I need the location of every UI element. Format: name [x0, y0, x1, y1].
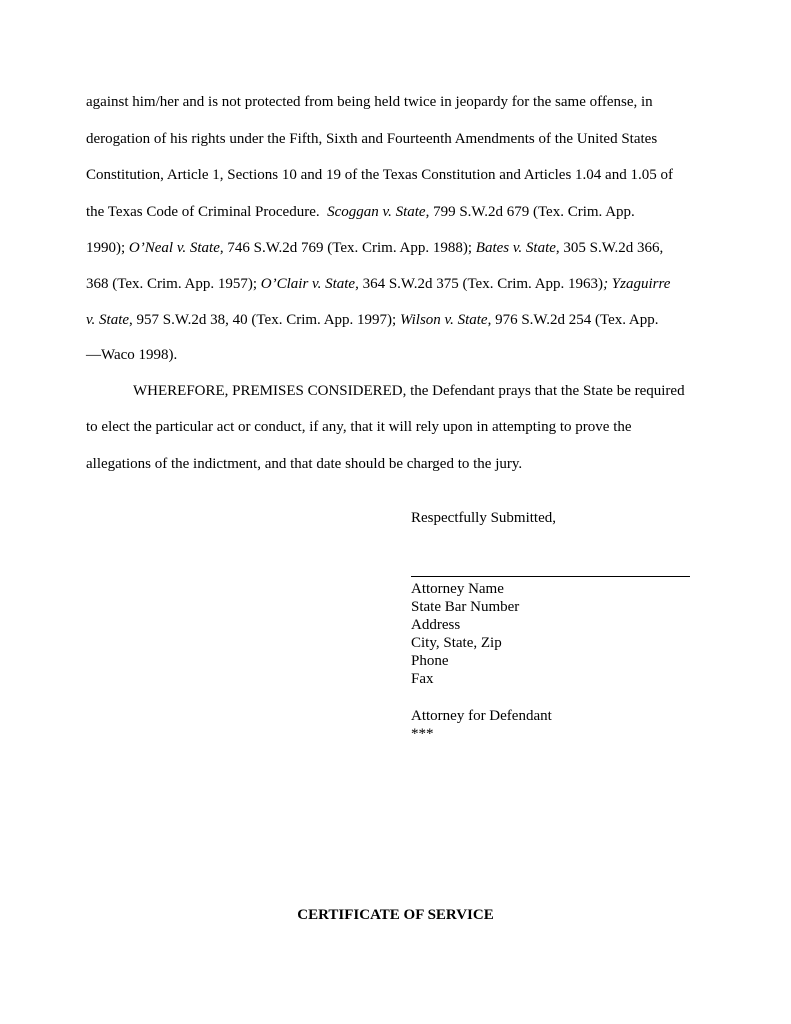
citation-text: , 746 S.W.2d 769 (Tex. Crim. App. 1988);: [219, 240, 476, 256]
case-name: Scoggan v. State: [327, 204, 426, 220]
attorney-role: Attorney for Defendant: [411, 708, 552, 724]
body-line: [86, 418, 632, 436]
case-name: ; Yzaguirre: [603, 276, 671, 292]
citation-text: 1990);: [86, 240, 129, 256]
case-name: Wilson v. State: [399, 312, 488, 328]
city-state-zip: City, State, Zip: [411, 635, 502, 651]
citation-text: , 976 S.W.2d 254 (Tex. App.: [487, 312, 659, 328]
prayer-text: to elect the particular act or conduct, if any, that it will rely upon in attempting to prove the: [86, 419, 632, 435]
body-text: derogation of his rights under the Fifth, Sixth and Fourteenth Amendments of the United States: [86, 131, 658, 147]
case-name: O’Clair v. State: [260, 276, 356, 292]
citation-text: 368 (Tex. Crim. App. 1957);: [86, 276, 261, 292]
body-line: [86, 311, 659, 329]
body-line: [86, 275, 670, 293]
citation-text: —Waco 1998).: [86, 347, 178, 363]
body-line: [133, 382, 685, 400]
citation-text: , 957 S.W.2d 38, 40 (Tex. Crim. App. 1997);: [129, 312, 400, 328]
body-line: [86, 455, 522, 473]
body-text: the Texas Code of Criminal Procedure.: [86, 204, 328, 220]
body-line: [86, 239, 663, 257]
certificate-heading: CERTIFICATE OF SERVICE: [297, 907, 494, 923]
phone: Phone: [411, 653, 449, 669]
body-line: [86, 203, 635, 221]
body-line: [86, 130, 657, 148]
bar-number: State Bar Number: [411, 599, 520, 615]
case-name: Bates v. State: [475, 240, 556, 256]
body-text: Constitution, Article 1, Sections 10 and 19 of the Texas Constitution and Articles 1.04 and 1.05 of: [86, 167, 673, 183]
prayer-text: WHEREFORE, PREMISES CONSIDERED, the Defendant prays that the State be required: [133, 383, 685, 399]
case-name: v. State: [86, 312, 130, 328]
citation-text: , 799 S.W.2d 679 (Tex. Crim. App.: [425, 204, 635, 220]
attorney-name: Attorney Name: [411, 581, 504, 597]
body-line: [86, 166, 673, 184]
body-line: [86, 346, 177, 364]
fax: Fax: [411, 671, 434, 687]
placeholder-marker: ***: [411, 726, 434, 742]
citation-text: , 364 S.W.2d 375 (Tex. Crim. App. 1963): [355, 276, 604, 292]
body-text: against him/her and is not protected from being held twice in jeopardy for the same offense, in: [86, 94, 653, 110]
closing-text: Respectfully Submitted,: [411, 510, 556, 526]
body-line: [86, 93, 653, 111]
prayer-text: allegations of the indictment, and that date should be charged to the jury.: [86, 456, 523, 472]
citation-text: , 305 S.W.2d 366,: [555, 240, 664, 256]
case-name: O’Neal v. State: [128, 240, 220, 256]
address: Address: [411, 617, 461, 633]
signature-line: [411, 576, 690, 577]
